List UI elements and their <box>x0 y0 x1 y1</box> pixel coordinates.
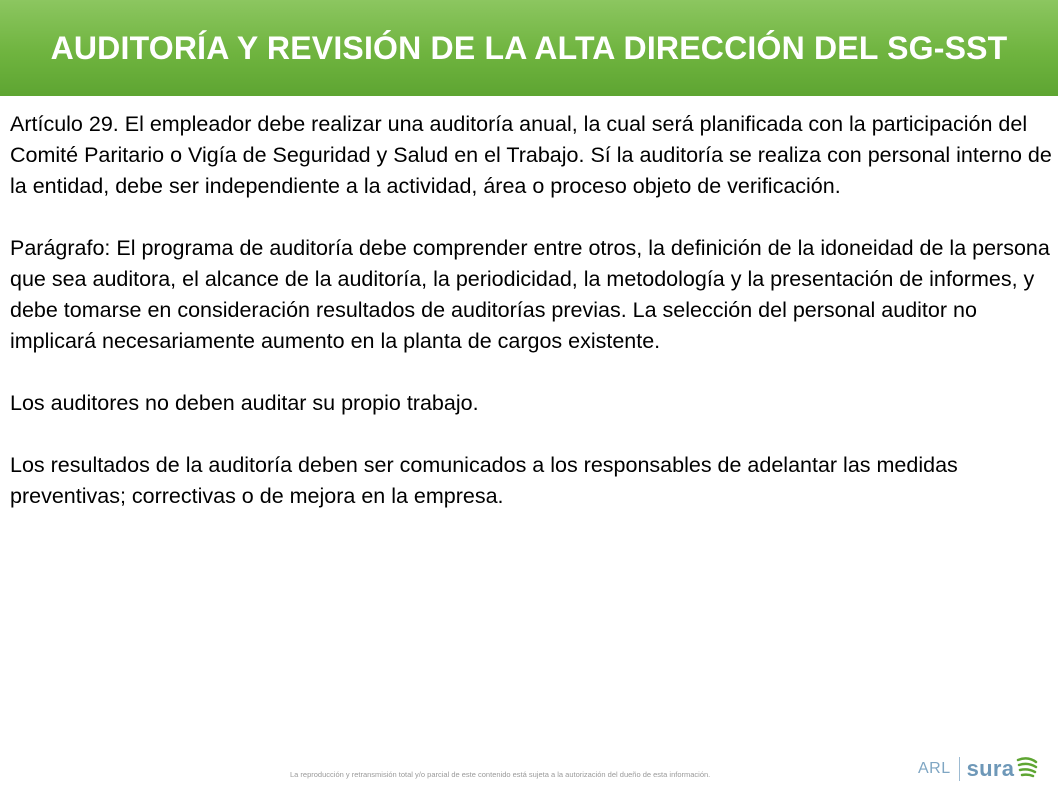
paragraph-resultados: Los resultados de la auditoría deben ser comunicados a los responsables de adelantar las medidas preventivas; correctivas o de mejora en la empresa. <box>10 453 958 508</box>
logo-divider <box>959 757 960 781</box>
logo-arl-text: ARL <box>918 760 951 777</box>
arl-sura-logo <box>918 752 1038 786</box>
paragraph-paragrafo: Parágrafo: El programa de auditoría debe comprender entre otros, la definición de la idoneidad de la persona que sea auditora, el alcance de la auditoría, la periodicidad, la metodología y la presentación de informes, y debe tomarse en consideración resultados de auditorías previas. La selección del personal auditor no implicará necesariamente aumento en la planta de cargos existente. <box>10 236 1050 353</box>
logo-sura-text: sura <box>966 756 1015 781</box>
sura-leaf-icon <box>1016 754 1038 785</box>
slide-body <box>10 109 1052 543</box>
paragraph-auditores: Los auditores no deben auditar su propio trabajo. <box>10 391 479 415</box>
footer-disclaimer: La reproducción y retransmisión total y/o parcial de este contenido está sujeta a la autorización del dueño de esta información. <box>290 770 711 779</box>
title-bar <box>0 0 1058 96</box>
slide-title: AUDITORÍA Y REVISIÓN DE LA ALTA DIRECCIÓN DEL SG-SST <box>50 30 1008 66</box>
paragraph-articulo-29: Artículo 29. El empleador debe realizar una auditoría anual, la cual será planificada con la participación del Comité Paritario o Vigía de Seguridad y Salud en el Trabajo. Sí la auditoría se realiza con personal interno de la entidad, debe ser independiente a la actividad, área o proceso objeto de verificación. <box>10 112 1052 198</box>
